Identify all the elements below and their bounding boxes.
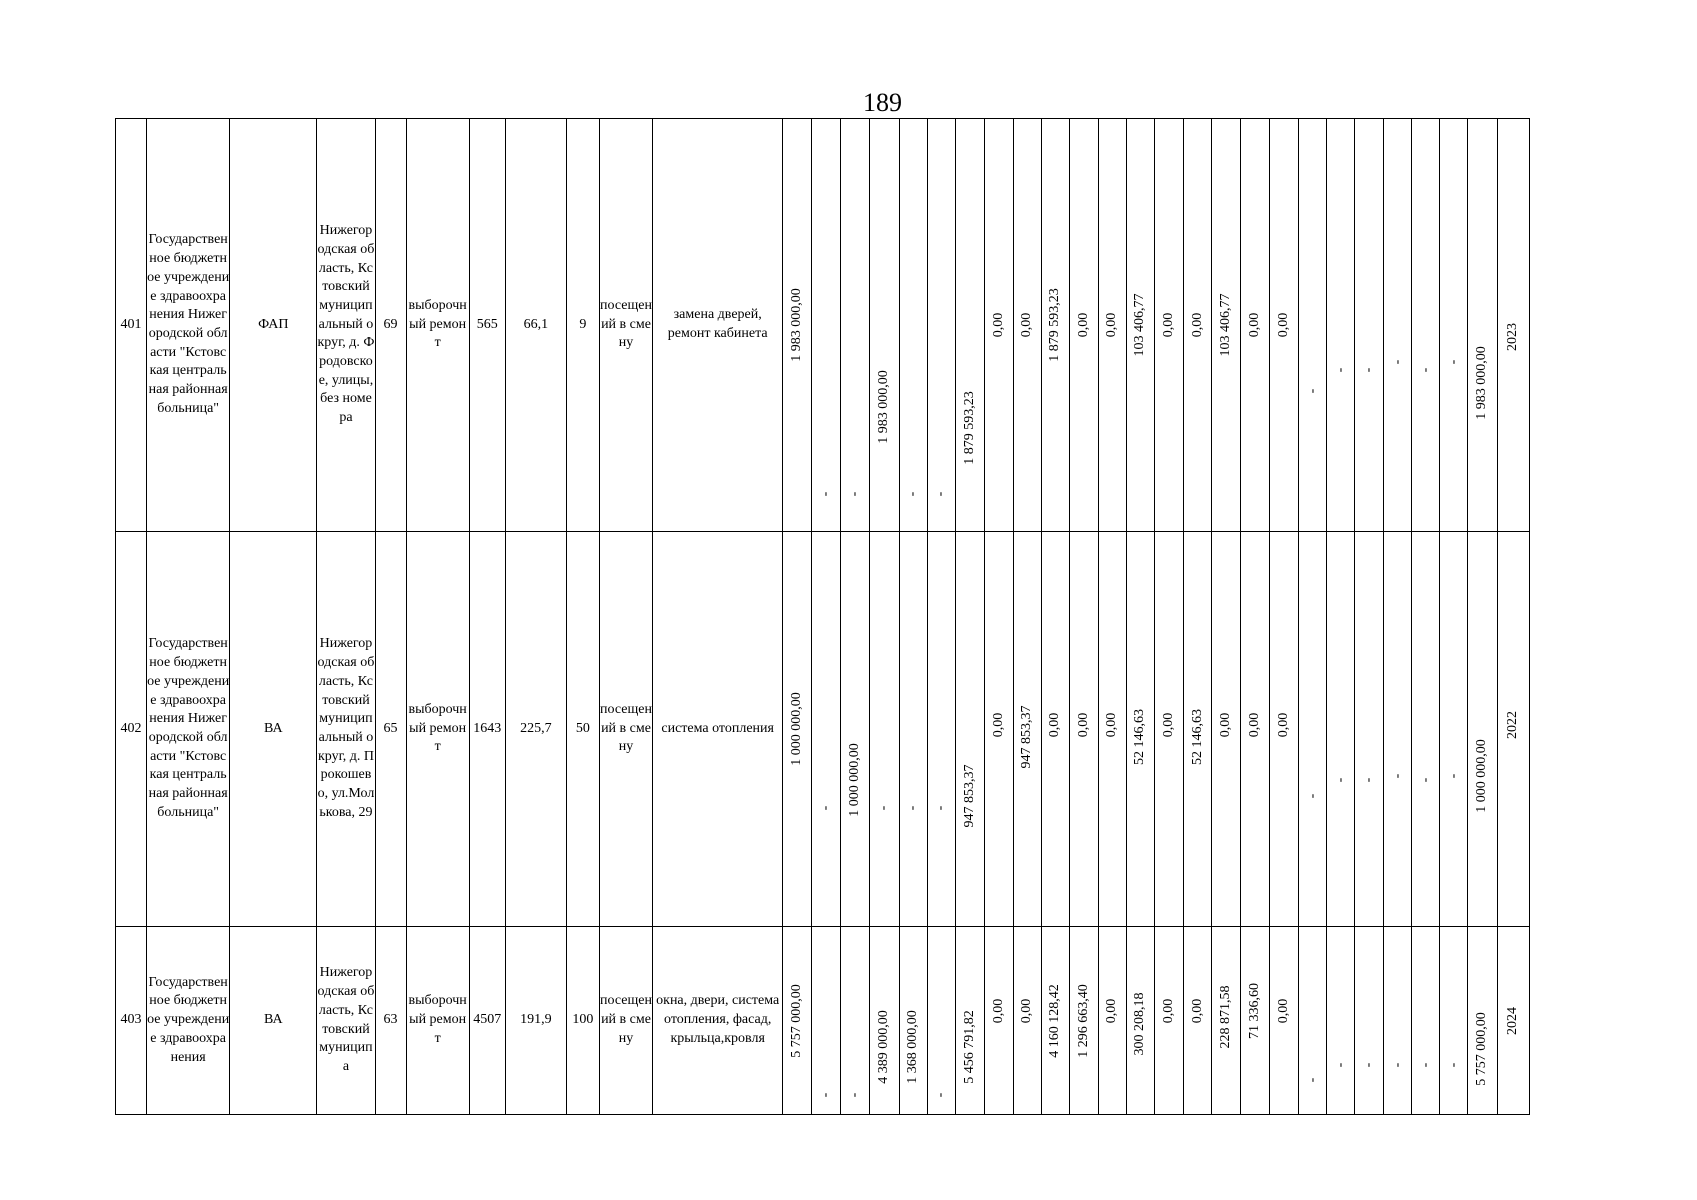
facility-address: Нижегородская область, Кстовский муниципа — [317, 927, 375, 1115]
amount-cell — [870, 532, 899, 927]
amount-cell — [1013, 119, 1041, 532]
amount-value: 103 406,77 — [1132, 293, 1148, 357]
institution-name: Государственное бюджетное учреждение здравоохранения Нижегородской области "Кстовская центральная районная больница" — [147, 119, 230, 532]
amount-cell — [1098, 532, 1126, 927]
amount-value: 0,00 — [1276, 712, 1292, 738]
amount-cell — [783, 927, 812, 1115]
amount-value: 1 879 593,23 — [1047, 288, 1063, 362]
amount-cell — [899, 119, 927, 532]
amount-cell — [783, 119, 812, 532]
amount-cell — [1327, 532, 1355, 927]
amount-cell — [1327, 119, 1355, 532]
amount-cell — [1468, 927, 1497, 1115]
amount-value: 1 879 593,23 — [961, 391, 977, 465]
facility-address: Нижегородская область, Кстовский муниципальный округ, д. Прокошево, ул.Молькова, 29 — [317, 532, 375, 927]
facility-type: ВА — [230, 532, 317, 927]
amount-cell — [1270, 119, 1299, 532]
facility-type: ФАП — [230, 119, 317, 532]
repair-type: выборочный ремонт — [406, 119, 469, 532]
amount-cell — [812, 927, 841, 1115]
amount-value: - — [1361, 1063, 1377, 1068]
page-number: 189 — [863, 88, 902, 117]
amount-cell — [870, 119, 899, 532]
amount-value: 0,00 — [1276, 998, 1292, 1024]
amount-value: 0,00 — [1047, 712, 1063, 738]
amount-cell — [1183, 927, 1211, 1115]
amount-value: 0,00 — [1104, 998, 1120, 1024]
amount-value: - — [1332, 777, 1348, 783]
amount-value: - — [1332, 1063, 1348, 1068]
amount-cell — [1497, 119, 1530, 532]
amount-cell — [1440, 927, 1468, 1115]
amount-cell — [841, 119, 870, 532]
amount-value: - — [933, 491, 949, 497]
amount-value: 0,00 — [990, 312, 1006, 338]
amount-cell — [783, 532, 812, 927]
amount-value: 1 000 000,00 — [847, 743, 863, 817]
amount-value: 0,00 — [1189, 312, 1205, 338]
amount-cell — [984, 532, 1013, 927]
capacity-unit: посещений в смену — [599, 927, 652, 1115]
amount-cell — [1299, 927, 1327, 1115]
year-cell: 4507 — [469, 927, 505, 1115]
amount-value: 0,00 — [990, 998, 1006, 1024]
year-cell: 1643 — [469, 532, 505, 927]
amount-value: 0,00 — [1075, 712, 1091, 738]
amount-cell — [1041, 927, 1069, 1115]
amount-cell — [1098, 927, 1126, 1115]
amount-cell — [1412, 927, 1440, 1115]
year-cell: 565 — [469, 119, 505, 532]
amount-value: - — [933, 805, 949, 811]
code-cell: 63 — [375, 927, 406, 1115]
amount-cell — [1154, 119, 1183, 532]
amount-value: - — [818, 491, 834, 497]
amount-value: 2024 — [1505, 1006, 1521, 1035]
amount-value: - — [1304, 793, 1320, 799]
amount-value: 0,00 — [1019, 312, 1035, 338]
amount-cell — [1355, 927, 1384, 1115]
amount-value: - — [1389, 359, 1405, 365]
amount-cell — [1069, 927, 1098, 1115]
amount-value: 1 000 000,00 — [1474, 739, 1490, 814]
amount-value: 1 368 000,00 — [905, 1009, 921, 1084]
amount-value: - — [818, 1092, 834, 1098]
amount-cell — [1299, 532, 1327, 927]
amount-value: 1 000 000,00 — [789, 692, 805, 766]
capacity-cell: 100 — [566, 927, 599, 1115]
register-body — [116, 119, 1530, 1115]
amount-value: 0,00 — [1247, 312, 1263, 338]
code-cell: 69 — [375, 119, 406, 532]
amount-value: - — [1445, 359, 1461, 365]
amount-value: 52 146,63 — [1189, 708, 1205, 765]
amount-value: 52 146,63 — [1132, 708, 1148, 765]
amount-cell — [927, 532, 955, 927]
facility-address: Нижегородская область, Кстовский муниципальный округ, д. Фродовское, улицы, без номера — [317, 119, 375, 532]
amount-value: - — [847, 1092, 863, 1098]
amount-cell — [1098, 119, 1126, 532]
amount-value: - — [1445, 773, 1461, 779]
works-description: окна, двери, система отопления, фасад, крыльца,кровля — [653, 927, 783, 1115]
amount-value: - — [1389, 773, 1405, 779]
amount-cell — [1013, 927, 1041, 1115]
amount-value: 5 757 000,00 — [1474, 1011, 1490, 1086]
amount-cell — [927, 119, 955, 532]
register-table — [115, 118, 1530, 1115]
amount-value: 0,00 — [1160, 312, 1176, 338]
amount-cell — [1468, 119, 1497, 532]
amount-cell — [1384, 927, 1412, 1115]
amount-value: 0,00 — [1189, 998, 1205, 1024]
amount-value: 103 406,77 — [1218, 293, 1234, 357]
amount-cell — [1041, 532, 1069, 927]
row-number: 401 — [116, 119, 147, 532]
amount-value: 0,00 — [1247, 712, 1263, 738]
amount-value: 0,00 — [1276, 312, 1292, 338]
table-row — [116, 927, 1530, 1115]
works-description: замена дверей, ремонт кабинета — [653, 119, 783, 532]
row-number: 402 — [116, 532, 147, 927]
amount-cell — [1126, 927, 1154, 1115]
amount-value: 1 983 000,00 — [876, 370, 892, 445]
amount-cell — [1299, 119, 1327, 532]
amount-cell — [1154, 927, 1183, 1115]
amount-cell — [1270, 927, 1299, 1115]
amount-cell — [1468, 532, 1497, 927]
amount-value: - — [1445, 1063, 1461, 1068]
amount-value: - — [933, 1092, 949, 1098]
amount-value: - — [1389, 1063, 1405, 1068]
amount-value: 0,00 — [1160, 998, 1176, 1024]
amount-cell — [984, 927, 1013, 1115]
repair-type: выборочный ремонт — [406, 927, 469, 1115]
amount-cell — [1069, 532, 1098, 927]
amount-cell — [1212, 927, 1241, 1115]
amount-cell — [1384, 532, 1412, 927]
amount-value: 0,00 — [1218, 712, 1234, 738]
amount-cell — [1013, 532, 1041, 927]
amount-cell — [927, 927, 955, 1115]
amount-cell — [841, 532, 870, 927]
capacity-cell: 9 — [566, 119, 599, 532]
works-description: система отопления — [653, 532, 783, 927]
amount-cell — [1497, 532, 1530, 927]
institution-name: Государственное бюджетное учреждение здравоохранения — [147, 927, 230, 1115]
amount-value: - — [1361, 367, 1377, 373]
amount-value: 4 160 128,42 — [1047, 983, 1063, 1058]
capacity-unit: посещений в смену — [599, 532, 652, 927]
table-row — [116, 119, 1530, 532]
amount-cell — [812, 119, 841, 532]
amount-value: 0,00 — [1104, 712, 1120, 738]
amount-value: 300 208,18 — [1132, 992, 1148, 1056]
amount-value: 5 456 791,82 — [961, 1009, 977, 1084]
amount-value: 0,00 — [990, 712, 1006, 738]
amount-value: - — [905, 491, 921, 497]
amount-value: 1 983 000,00 — [1474, 345, 1490, 420]
amount-cell — [1126, 119, 1154, 532]
amount-value: 2022 — [1505, 711, 1521, 740]
area-cell: 191,9 — [505, 927, 566, 1115]
amount-value: - — [818, 805, 834, 811]
amount-value: 4 389 000,00 — [876, 1009, 892, 1084]
amount-value: - — [1417, 1063, 1433, 1068]
amount-cell — [1212, 119, 1241, 532]
amount-value: 228 871,58 — [1218, 985, 1234, 1049]
amount-cell — [1440, 119, 1468, 532]
amount-value: 71 336,60 — [1247, 983, 1263, 1040]
repair-type: выборочный ремонт — [406, 532, 469, 927]
capacity-cell: 50 — [566, 532, 599, 927]
amount-value: - — [876, 805, 892, 811]
amount-value: 0,00 — [1019, 998, 1035, 1024]
amount-value: - — [1304, 1078, 1320, 1083]
amount-cell — [1497, 927, 1530, 1115]
amount-cell — [1069, 119, 1098, 532]
code-cell: 65 — [375, 532, 406, 927]
amount-value: 5 757 000,00 — [789, 983, 805, 1058]
amount-cell — [1183, 532, 1211, 927]
amount-cell — [1241, 119, 1270, 532]
amount-cell — [812, 532, 841, 927]
amount-cell — [1183, 119, 1211, 532]
amount-cell — [1241, 532, 1270, 927]
facility-type: ВА — [230, 927, 317, 1115]
amount-value: 1 983 000,00 — [789, 288, 805, 362]
amount-value: 947 853,37 — [1019, 705, 1035, 769]
amount-cell — [1412, 119, 1440, 532]
amount-cell — [1241, 927, 1270, 1115]
amount-cell — [955, 119, 984, 532]
amount-cell — [955, 927, 984, 1115]
institution-name: Государственное бюджетное учреждение здравоохранения Нижегородской области "Кстовская центральная районная больница" — [147, 532, 230, 927]
amount-cell — [1327, 927, 1355, 1115]
amount-cell — [841, 927, 870, 1115]
amount-cell — [1126, 532, 1154, 927]
amount-cell — [1355, 119, 1384, 532]
amount-value: - — [1417, 367, 1433, 373]
amount-value: - — [1332, 367, 1348, 373]
amount-value: - — [1417, 777, 1433, 783]
amount-value: 0,00 — [1104, 312, 1120, 338]
area-cell: 225,7 — [505, 532, 566, 927]
amount-value: - — [847, 491, 863, 497]
amount-value: 0,00 — [1075, 312, 1091, 338]
amount-cell — [899, 927, 927, 1115]
amount-value: 0,00 — [1160, 712, 1176, 738]
amount-cell — [899, 532, 927, 927]
amount-value: 2023 — [1505, 323, 1521, 352]
amount-cell — [1440, 532, 1468, 927]
amount-value: 947 853,37 — [961, 764, 977, 828]
amount-cell — [955, 532, 984, 927]
amount-value: - — [1304, 388, 1320, 394]
amount-cell — [1154, 532, 1183, 927]
area-cell: 66,1 — [505, 119, 566, 532]
amount-cell — [1212, 532, 1241, 927]
amount-cell — [1041, 119, 1069, 532]
amount-cell — [1384, 119, 1412, 532]
amount-value: - — [1361, 777, 1377, 783]
amount-cell — [984, 119, 1013, 532]
amount-cell — [1270, 532, 1299, 927]
amount-cell — [870, 927, 899, 1115]
row-number: 403 — [116, 927, 147, 1115]
amount-cell — [1355, 532, 1384, 927]
amount-value: - — [905, 805, 921, 811]
capacity-unit: посещений в смену — [599, 119, 652, 532]
table-row — [116, 532, 1530, 927]
amount-cell — [1412, 532, 1440, 927]
amount-value: 1 296 663,40 — [1075, 983, 1091, 1058]
